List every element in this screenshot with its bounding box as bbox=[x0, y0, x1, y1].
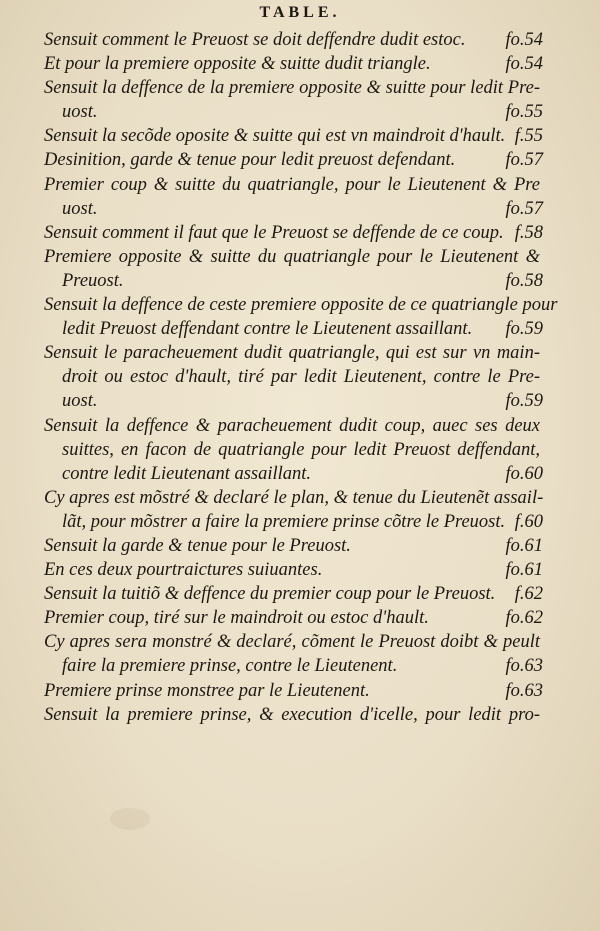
folio-reference: fo.54 bbox=[505, 54, 543, 75]
toc-line bbox=[0, 100, 600, 124]
folio-reference: fo.58 bbox=[505, 270, 543, 291]
toc-entry-text: lãt, pour mõstrer a faire la premiere prinse cõtre le Preuost. bbox=[62, 511, 506, 532]
toc-entry-text: Sensuit la deffence & paracheuement dudit coup, auec ses deux bbox=[44, 415, 540, 436]
toc-line bbox=[0, 462, 600, 486]
toc-entry-text: Preuost. bbox=[62, 270, 124, 291]
page-header: TABLE. bbox=[259, 4, 341, 21]
toc-entry-text: Sensuit la deffence de ceste premiere opposite de ce quatriangle pour bbox=[44, 295, 558, 316]
toc-entry-text: uost. bbox=[62, 102, 98, 123]
folio-reference: f.58 bbox=[514, 222, 543, 243]
toc-entry-text: contre ledit Lieutenant assaillant. bbox=[62, 463, 312, 484]
table-of-contents bbox=[0, 28, 600, 727]
toc-line bbox=[0, 486, 600, 510]
toc-entry-text: Sensuit la garde & tenue pour le Preuost. bbox=[44, 535, 351, 556]
toc-entry-text: Sensuit la secõde oposite & suitte qui est vn maindroit d'hault. bbox=[44, 126, 506, 147]
toc-entry-text: Premiere prinse monstree par le Lieutenent. bbox=[44, 680, 370, 701]
toc-entry-text: suittes, en facon de quatriangle pour ledit Preuost deffendant, bbox=[62, 439, 540, 460]
toc-entry-text: Desinition, garde & tenue pour ledit preuost defendant. bbox=[44, 150, 456, 171]
folio-reference: fo.54 bbox=[505, 30, 543, 50]
toc-line bbox=[0, 76, 600, 100]
toc-entry-text: Sensuit la premiere prinse, & execution d'icelle, pour ledit pro- bbox=[44, 704, 540, 725]
toc-entry-text: Premier coup & suitte du quatriangle, pour le Lieutenent & Pre bbox=[44, 174, 540, 195]
folio-reference: fo.61 bbox=[505, 535, 543, 556]
toc-line bbox=[0, 703, 600, 727]
toc-line bbox=[0, 28, 600, 52]
toc-entry-text: Premier coup, tiré sur le maindroit ou estoc d'hault. bbox=[44, 608, 429, 629]
toc-line bbox=[0, 582, 600, 606]
toc-line bbox=[0, 173, 600, 197]
folio-reference: fo.63 bbox=[505, 656, 543, 677]
toc-entry-text: faire la premiere prinse, contre le Lieutenent. bbox=[62, 656, 398, 677]
folio-reference: f.62 bbox=[514, 584, 543, 605]
toc-line bbox=[0, 245, 600, 269]
toc-line bbox=[0, 341, 600, 365]
toc-line bbox=[0, 148, 600, 172]
toc-line bbox=[0, 197, 600, 221]
folio-reference: fo.60 bbox=[505, 463, 543, 484]
folio-reference: fo.63 bbox=[505, 680, 543, 701]
toc-entry-text: Sensuit le paracheuement dudit quatriangle, qui est sur vn main- bbox=[44, 343, 540, 364]
toc-line bbox=[0, 534, 600, 558]
toc-entry-text: Et pour la premiere opposite & suitte dudit triangle. bbox=[44, 54, 431, 75]
toc-line bbox=[0, 52, 600, 76]
toc-line bbox=[0, 679, 600, 703]
toc-line bbox=[0, 317, 600, 341]
folio-reference: fo.55 bbox=[505, 102, 543, 123]
folio-reference: f.55 bbox=[514, 126, 543, 147]
toc-entry-text: uost. bbox=[62, 391, 98, 412]
paper-stain bbox=[110, 808, 150, 830]
folio-reference: f.60 bbox=[514, 511, 543, 532]
toc-line bbox=[0, 510, 600, 534]
toc-entry-text: droit ou estoc d'hault, tiré par ledit Lieutenent, contre le Pre- bbox=[62, 367, 540, 388]
toc-entry-text: ledit Preuost deffendant contre le Lieutenent assaillant. bbox=[62, 319, 473, 340]
toc-line bbox=[0, 269, 600, 293]
toc-entry-text: Sensuit comment il faut que le Preuost se deffende de ce coup. bbox=[44, 222, 504, 243]
toc-entry-text: Sensuit comment le Preuost se doit deffendre dudit estoc. bbox=[44, 30, 466, 50]
toc-entry-text: uost. bbox=[62, 198, 98, 219]
toc-entry-text: Cy apres est mõstré & declaré le plan, & tenue du Lieutenẽt assail- bbox=[44, 487, 544, 508]
folio-reference: fo.59 bbox=[505, 391, 543, 412]
toc-line bbox=[0, 630, 600, 654]
toc-line bbox=[0, 558, 600, 582]
toc-line bbox=[0, 414, 600, 438]
folio-reference: fo.59 bbox=[505, 319, 543, 340]
toc-entry-text: Sensuit la deffence de la premiere opposite & suitte pour ledit Pre- bbox=[44, 78, 540, 99]
toc-line bbox=[0, 389, 600, 413]
toc-entry-text: Sensuit la tuitiõ & deffence du premier coup pour le Preuost. bbox=[44, 584, 496, 605]
toc-entry-text: Cy apres sera monstré & declaré, cõment le Preuost doibt & peult bbox=[44, 632, 540, 653]
toc-line bbox=[0, 293, 600, 317]
toc-line bbox=[0, 438, 600, 462]
folio-reference: fo.57 bbox=[505, 198, 543, 219]
toc-entry-text: Premiere opposite & suitte du quatriangle pour le Lieutenent & bbox=[44, 246, 540, 267]
folio-reference: fo.61 bbox=[505, 560, 543, 581]
toc-line bbox=[0, 606, 600, 630]
toc-line bbox=[0, 654, 600, 678]
toc-line bbox=[0, 365, 600, 389]
folio-reference: fo.62 bbox=[505, 608, 543, 629]
toc-entry-text: En ces deux pourtraictures suiuantes. bbox=[44, 560, 323, 581]
toc-line bbox=[0, 221, 600, 245]
folio-reference: fo.57 bbox=[505, 150, 543, 171]
toc-line bbox=[0, 124, 600, 148]
